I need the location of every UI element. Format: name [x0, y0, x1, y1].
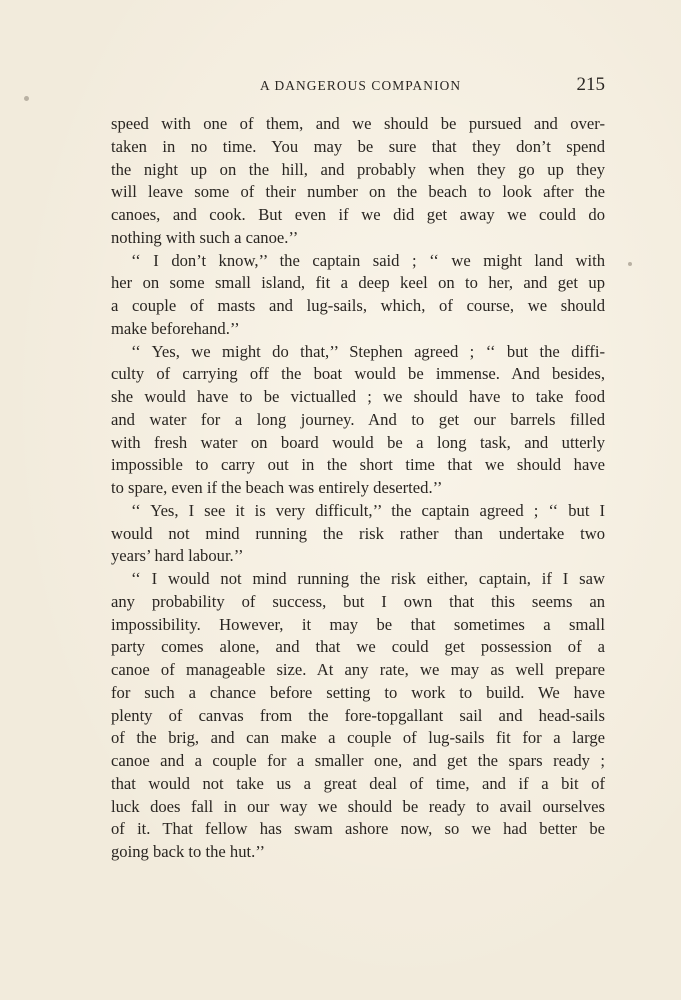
text-line: taken in no time. You may be sure that they don’t spend	[111, 136, 605, 156]
paper-spot	[24, 96, 29, 101]
text-line: will leave some of their number on the beach to look after the	[111, 182, 605, 202]
text-line: luck does fall in our way we should be ready to avail ourselves	[111, 796, 605, 816]
running-title: A DANGEROUS COMPANION	[260, 78, 462, 93]
text-line: ‘‘ Yes, I see it is very difficult,’’ the captain agreed ; ‘‘ but I	[131, 500, 605, 520]
page-header	[110, 74, 607, 98]
text-line: ‘‘ I don’t know,’’ the captain said ; ‘‘ we might land with	[131, 250, 605, 270]
text-line: make beforehand.’’	[111, 318, 240, 338]
text-line: impossible to carry out in the short time that we should have	[111, 455, 605, 475]
text-line: of the brig, and can make a couple of lug-sails fit for a large	[111, 728, 605, 748]
text-line: would not mind running the risk rather than undertake two	[111, 523, 605, 543]
text-line: going back to the hut.’’	[111, 842, 266, 861]
text-line: canoe of manageable size. At any rate, we may as well prepare	[111, 660, 605, 679]
text-line: that would not take us a great deal of time, and if a bit of	[111, 773, 605, 793]
text-line: she would have to be victualled ; we should have to take food	[111, 387, 605, 406]
text-line: and water for a long journey. And to get our barrels filled	[111, 409, 605, 429]
text-line: with fresh water on board would be a long task, and utterly	[111, 432, 605, 452]
paper-spot	[628, 262, 632, 266]
text-line: years’ hard labour.’’	[111, 546, 244, 566]
text-line: any probability of success, but I own that this seems an	[111, 591, 605, 611]
text-line: for such a chance before setting to work to build. We have	[111, 682, 605, 702]
text-line: her on some small island, fit a deep keel on to her, and get up	[111, 273, 605, 293]
text-line: of it. That fellow has swam ashore now, so we had better be	[111, 819, 605, 839]
text-line: plenty of canvas from the fore-topgallant sail and head-sails	[111, 705, 605, 725]
text-line: ‘‘ Yes, we might do that,’’ Stephen agreed ; ‘‘ but the diffi-	[131, 341, 605, 361]
text-line: culty of carrying off the boat would be immense. And besides,	[111, 364, 605, 384]
text-line: ‘‘ I would not mind running the risk either, captain, if I saw	[131, 569, 605, 588]
text-line: party comes alone, and that we could get possession of a	[111, 637, 605, 657]
text-line: nothing with such a canoe.’’	[111, 227, 299, 247]
text-line: a couple of masts and lug-sails, which, of course, we should	[111, 296, 605, 315]
text-line: to spare, even if the beach was entirely deserted.’’	[111, 478, 443, 497]
text-line: speed with one of them, and we should be pursued and over-	[111, 114, 605, 133]
text-line: canoes, and cook. But even if we did get away we could do	[111, 205, 605, 224]
text-line: impossibility. However, it may be that sometimes a small	[111, 614, 605, 634]
body-text	[111, 113, 605, 864]
text-line: canoe and a couple for a smaller one, and get the spars ready ;	[111, 751, 605, 770]
text-line: the night up on the hill, and probably when they go up they	[111, 159, 605, 179]
page-number: 215	[576, 74, 605, 95]
